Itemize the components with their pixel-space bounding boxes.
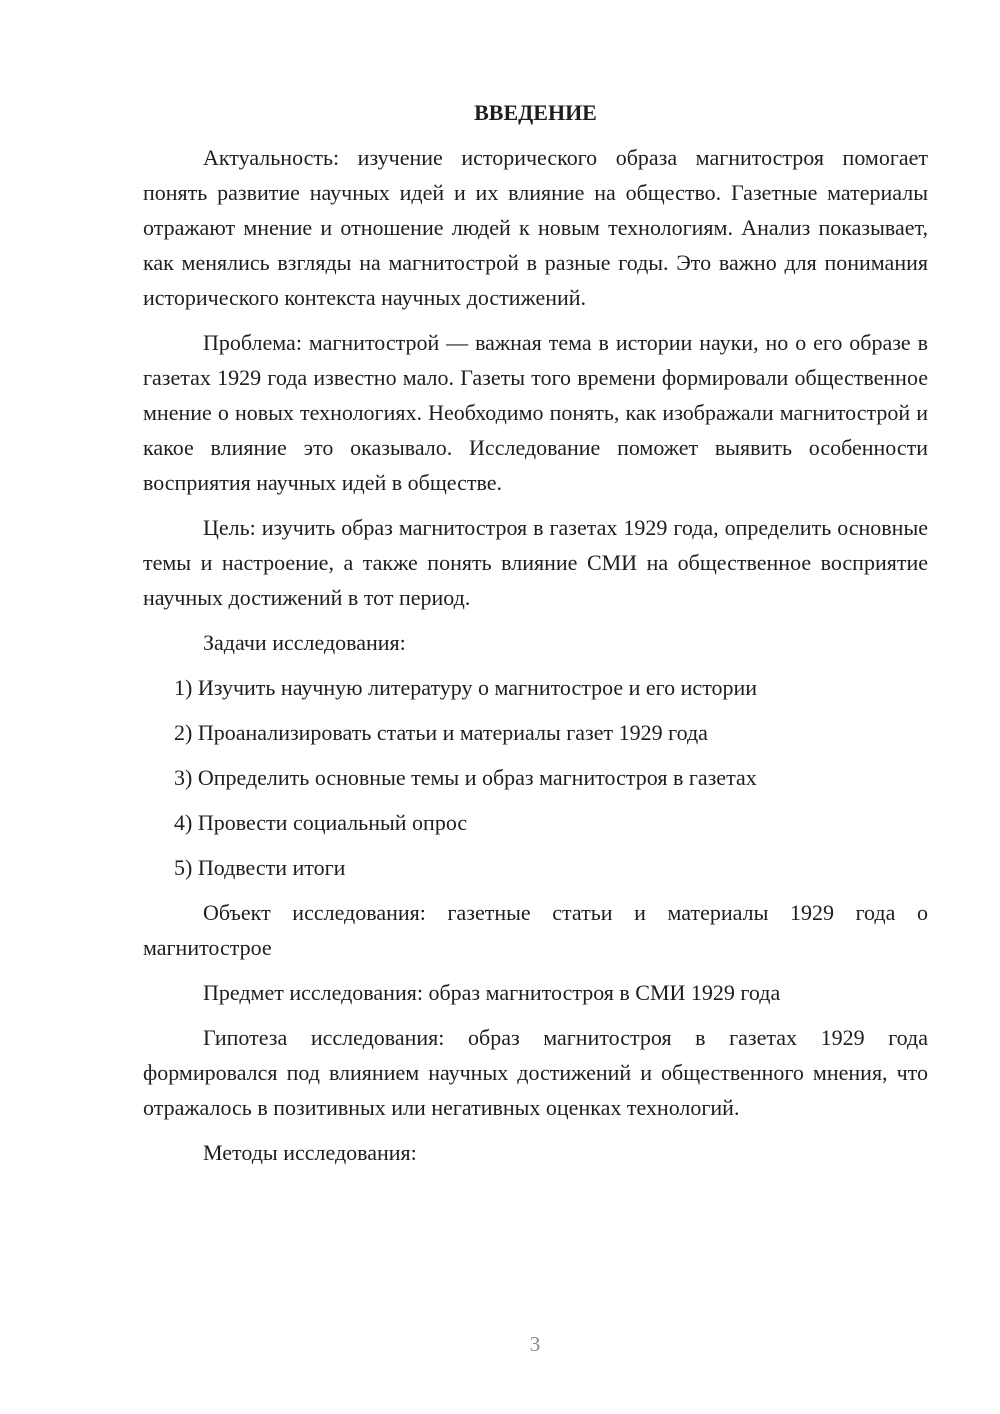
task-item-2: 2) Проанализировать статьи и материалы газет 1929 года	[174, 720, 708, 745]
section-title: ВВЕДЕНИЕ	[474, 100, 597, 125]
methods-heading: Методы исследования:	[203, 1140, 417, 1165]
task-item-3: 3) Определить основные темы и образ магнитостроя в газетах	[174, 765, 757, 790]
goal-paragraph: Цель: изучить образ магнитостроя в газетах 1929 года, определить основные темы и настроение, а также понять влияние СМИ на общественное восприятие научных достижений в тот период.	[143, 515, 928, 610]
subject-paragraph: Предмет исследования: образ магнитостроя в СМИ 1929 года	[203, 980, 781, 1005]
object-paragraph: Объект исследования: газетные статьи и материалы 1929 года о магнитострое	[143, 900, 928, 960]
page-content	[143, 95, 928, 1180]
hypothesis-paragraph: Гипотеза исследования: образ магнитостроя в газетах 1929 года формировался под влиянием научных достижений и общественного мнения, что отражалось в позитивных или негативных оценках технологий.	[143, 1025, 928, 1120]
task-item-4: 4) Провести социальный опрос	[174, 810, 468, 835]
relevance-paragraph: Актуальность: изучение исторического образа магнитостроя помогает понять развитие научных идей и их влияние на общество. Газетные материалы отражают мнение и отношение людей к новым технологиям. Анализ показывает, как менялись взгляды на магнитострой в разные годы. Это важно для понимания исторического контекста научных достижений.	[143, 145, 928, 310]
problem-paragraph: Проблема: магнитострой — важная тема в истории науки, но о его образе в газетах 1929 года известно мало. Газеты того времени формировали общественное мнение о новых технологиях. Необходимо понять, как изображали магнитострой и какое влияние это оказывало. Исследование поможет выявить особенности восприятия научных идей в обществе.	[143, 330, 928, 495]
task-item-5: 5) Подвести итоги	[174, 855, 346, 880]
page-number: 3	[529, 1332, 541, 1356]
tasks-list	[143, 670, 928, 885]
tasks-heading: Задачи исследования:	[203, 630, 406, 655]
task-item-1: 1) Изучить научную литературу о магнитострое и его истории	[174, 675, 758, 700]
